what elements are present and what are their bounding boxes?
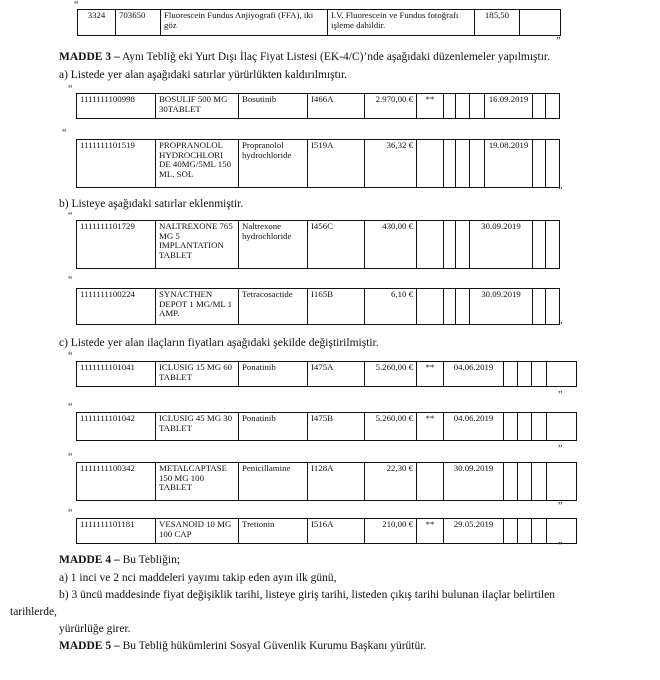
- mark: **: [417, 362, 444, 387]
- mark: [417, 463, 444, 501]
- quote-mark: “: [68, 211, 73, 222]
- quote-mark: “: [74, 0, 79, 11]
- drug-table: [76, 93, 560, 119]
- drug-table: [76, 518, 577, 544]
- equivalent-code: I456C: [308, 221, 365, 269]
- mark: **: [417, 519, 444, 544]
- date: 04.06.2019: [444, 413, 504, 441]
- quote-mark-close: ”: [558, 444, 563, 455]
- barcode: 1111111101729: [77, 221, 156, 269]
- drug-name: BOSULIF 500 MG 30TABLET: [156, 94, 239, 119]
- date: 29.05.2019: [444, 519, 504, 544]
- quote-mark-close: ”: [558, 541, 563, 552]
- active-substance: Propranolol hydrochloride: [239, 140, 308, 188]
- madde-4-b-cont: tarihlerde,: [10, 606, 57, 618]
- equivalent-code: I165B: [308, 289, 365, 325]
- madde-5: MADDE 5 – Bu Tebliğ hükümlerini Sosyal Güvenlik Kurumu Başkanı yürütür.: [59, 640, 427, 652]
- paragraph-c: c) Listede yer alan ilaçların fiyatları aşağıdaki şekilde değiştirilmiştir.: [59, 337, 379, 349]
- barcode: 1111111100998: [77, 94, 156, 119]
- equivalent-code: I466A: [308, 94, 365, 119]
- barcode: 1111111101042: [77, 413, 156, 441]
- drug-table: [76, 139, 560, 188]
- quote-mark-close: ”: [558, 321, 563, 332]
- date: 30.09.2019: [470, 221, 533, 269]
- equivalent-code: I516A: [308, 519, 365, 544]
- quote-mark-close: ”: [556, 36, 561, 47]
- tariff-table: [77, 9, 561, 36]
- procedure-price: 185,50: [475, 10, 520, 36]
- table-row: [77, 140, 560, 188]
- active-substance: Ponatinib: [239, 362, 308, 387]
- mark: **: [417, 94, 444, 119]
- drug-table: [76, 462, 577, 501]
- procedure-note: I.V. Fluorescein ve Fundus fotoğrafı işleme dahildir.: [328, 10, 475, 36]
- mark: [417, 140, 444, 188]
- madde-4: MADDE 4 – Bu Tebliğin;: [59, 554, 181, 566]
- price: 2.970,00 €: [365, 94, 417, 119]
- tariff-code: 3324: [78, 10, 116, 36]
- price: 210,00 €: [365, 519, 417, 544]
- table-row: [77, 463, 577, 501]
- active-substance: Naltrexone hydrochloride: [239, 221, 308, 269]
- drug-table: [76, 412, 577, 441]
- price: 5.260,00 €: [365, 362, 417, 387]
- date: 19.08.2019: [485, 140, 533, 188]
- drug-table: [76, 361, 577, 387]
- table-row: [77, 413, 577, 441]
- drug-name: ICLUSIG 15 MG 60 TABLET: [156, 362, 239, 387]
- paragraph-a: a) Listede yer alan aşağıdaki satırlar yürürlükten kaldırılmıştır.: [59, 69, 348, 81]
- quote-mark: “: [68, 351, 73, 362]
- table-row: [78, 10, 561, 36]
- table-row: [77, 519, 577, 544]
- drug-name: METALCAPTASE 150 MG 100 TABLET: [156, 463, 239, 501]
- madde-4-b: b) 3 üncü maddesinde fiyat değişiklik tarihi, listeye giriş tarihi, listeden çıkış tarihi bulunan ilaçlar belirtilen: [59, 589, 555, 601]
- madde-4-end: yürürlüğe girer.: [59, 623, 131, 635]
- quote-mark-close: ”: [558, 186, 563, 197]
- drug-table: [76, 220, 560, 269]
- barcode: 1111111100224: [77, 289, 156, 325]
- drug-name: SYNACTHEN DEPOT 1 MG/ML 1 AMP.: [156, 289, 239, 325]
- table-row: [77, 221, 560, 269]
- equivalent-code: I475B: [308, 413, 365, 441]
- drug-name: VESANOID 10 MG 100 CAP: [156, 519, 239, 544]
- table-row: [77, 289, 560, 325]
- mark: [417, 221, 444, 269]
- active-substance: Ponatinib: [239, 413, 308, 441]
- quote-mark: “: [68, 508, 73, 519]
- quote-mark-close: ”: [558, 501, 563, 512]
- quote-mark: “: [68, 84, 73, 95]
- mark: **: [417, 413, 444, 441]
- price: 36,32 €: [365, 140, 417, 188]
- price: 5.260,00 €: [365, 413, 417, 441]
- sut-code: 703650: [116, 10, 161, 36]
- price: 22,30 €: [365, 463, 417, 501]
- procedure-name: Fluorescein Fundus Anjiyografi (FFA), iki göz: [161, 10, 328, 36]
- equivalent-code: I519A: [308, 140, 365, 188]
- mark: [417, 289, 444, 325]
- drug-name: PROPRANOLOL HYDROCHLORI DE 40MG/5ML 150 ML. SOL: [156, 140, 239, 188]
- drug-table: [76, 288, 560, 325]
- active-substance: Tetracosactide: [239, 289, 308, 325]
- date: 30.09.2019: [444, 463, 504, 501]
- date: 04.06.2019: [444, 362, 504, 387]
- date: 30.09.2019: [470, 289, 533, 325]
- barcode: 1111111101181: [77, 519, 156, 544]
- price: 430,00 €: [365, 221, 417, 269]
- active-substance: Penicillamine: [239, 463, 308, 501]
- quote-mark: “: [68, 452, 73, 463]
- paragraph-b: b) Listeye aşağıdaki satırlar eklenmiştir.: [59, 198, 244, 210]
- madde-3: MADDE 3 – Aynı Tebliğ eki Yurt Dışı İlaç Fiyat Listesi (EK-4/C)’nde aşağıdaki düzenlemeler yapılmıştır.: [59, 51, 550, 63]
- equivalent-code: I475A: [308, 362, 365, 387]
- table-row: [77, 362, 577, 387]
- table-row: [77, 94, 560, 119]
- barcode: 1111111101041: [77, 362, 156, 387]
- barcode: 1111111100342: [77, 463, 156, 501]
- madde-4-a: a) 1 inci ve 2 nci maddeleri yayımı takip eden ayın ilk günü,: [59, 572, 337, 584]
- drug-name: ICLUSIG 45 MG 30 TABLET: [156, 413, 239, 441]
- drug-name: NALTREXONE 765 MG 5 IMPLANTATION TABLET: [156, 221, 239, 269]
- active-substance: Bosutinib: [239, 94, 308, 119]
- quote-mark: “: [68, 402, 73, 413]
- quote-mark: “: [62, 128, 67, 139]
- price: 6,10 €: [365, 289, 417, 325]
- equivalent-code: I128A: [308, 463, 365, 501]
- date: 16.09.2019: [485, 94, 533, 119]
- barcode: 1111111101519: [77, 140, 156, 188]
- active-substance: Tretionin: [239, 519, 308, 544]
- quote-mark-close: ”: [558, 390, 563, 401]
- quote-mark: “: [68, 275, 73, 286]
